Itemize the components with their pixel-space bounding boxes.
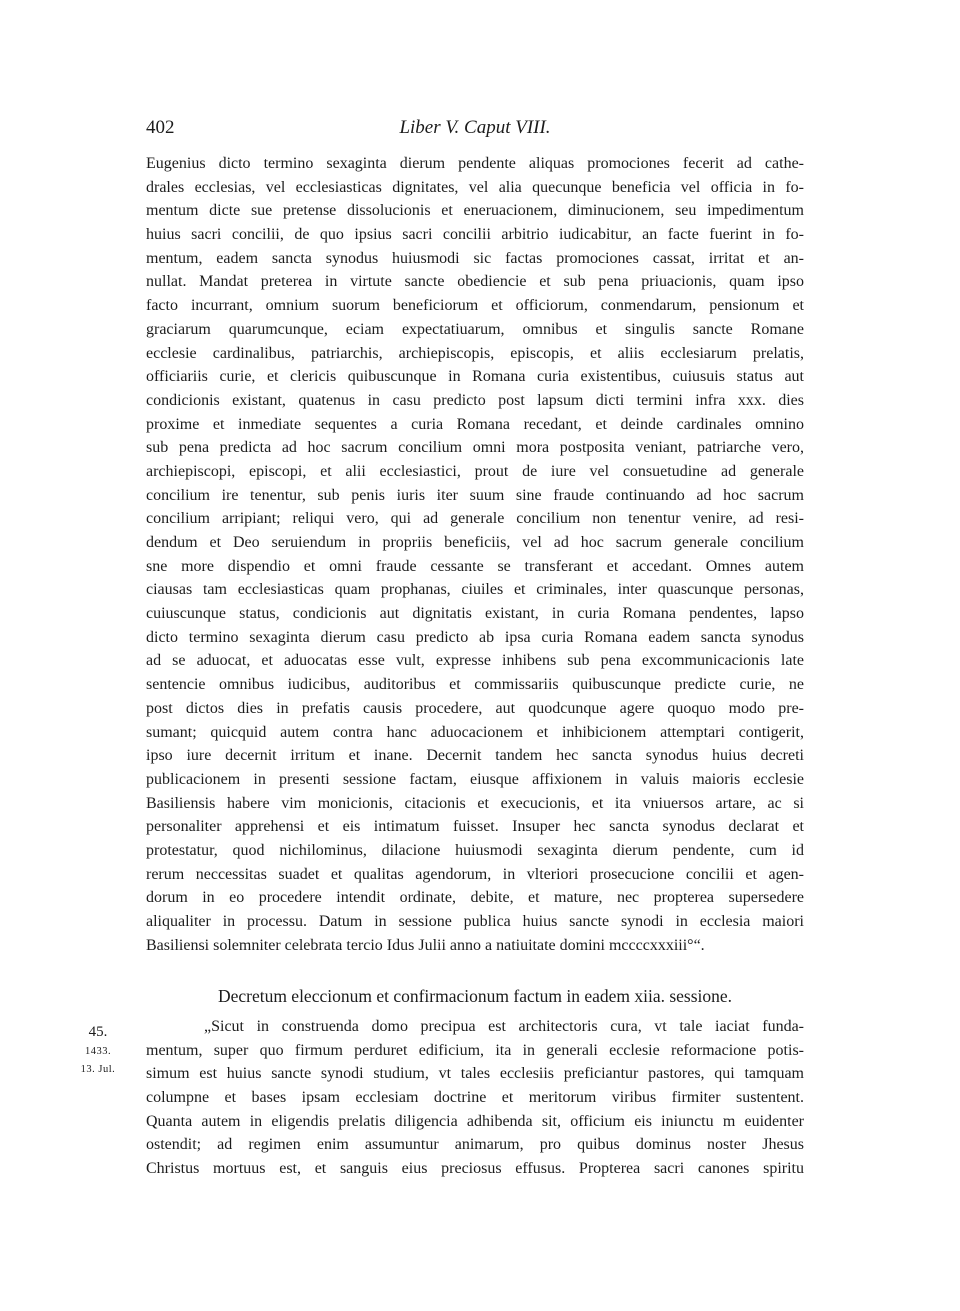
text-line: ad se aduocat, et aduocatas esse vult, expresse inhibens sub pena excommunicacionis late [146, 652, 804, 670]
running-head: Liber V. Caput VIII. [399, 117, 551, 138]
text-line: dendum et Deo seruiendum in propriis beneficiis, vel ad hoc sacrum generale concilium [146, 534, 804, 551]
margin-note-number: 45. [88, 1024, 108, 1040]
text-line: mentum, eadem sancta synodus huiusmodi sic factas promociones cassat, irritat et an- [146, 249, 804, 267]
text-line: concilium ire tenentur, sub penis iuris iter suum sine fraude continuando ad hoc sacrum [146, 486, 804, 504]
paragraph-election-decree [146, 1015, 804, 1181]
text-line: ipso iure decernit irritum et inane. Decernit tandem hec sancta synodus huius decreti [146, 747, 804, 765]
text-line: condicionis existant, quatenus in casu predicto post lapsum dicti termini infra xxx. dies [146, 391, 804, 409]
text-line: dorum in eo procedere intendit ordinate, debite, et mature, nec propterea supersedere [146, 889, 804, 907]
text-line: ostendit; ad regimen enim assumuntur animarum, pro quibus dominus noster Jhesus [146, 1136, 804, 1154]
text-line: huius sacri concilii, de quo ipsius sacri concilii arbitrio iudicabitur, an facte fuerint in fo- [146, 226, 804, 244]
text-line: cuiuscunque status, condicionis aut dignitatis existant, in curia Romana pendentes, lapso [146, 605, 804, 623]
text-line: Basiliensi solemniter celebrata tercio Idus Julii anno a natiuitate domini mccccxxxiii°“. [146, 936, 705, 954]
text-line: Christus mortuus est, et sanguis eius preciosus effusus. Propterea sacri canones spiritu [146, 1160, 804, 1178]
text-line: ecclesie cardinalibus, patriarchis, archiepiscopis, episcopis, et aliis ecclesiarum prelatis, [146, 344, 804, 362]
text-line: aliqualiter in processu. Datum in sessione publica huius sancte synodi in ecclesia maiori [146, 913, 804, 930]
text-line: simum est huius sancte synodi studium, vt tales ecclesiis preficiantur pastores, qui tamquam [146, 1065, 804, 1083]
page-number: 402 [146, 117, 175, 138]
text-line: sentencie omnibus iudicibus, auditoribus et commissariis quibuscunque predicte curie, ne [146, 676, 804, 694]
text-line: sub pena predicta ad hoc sacrum concilium omni mora postposita veniant, patriarche vero, [146, 439, 804, 457]
page-header [146, 117, 804, 145]
section-heading: Decretum eleccionum et confirmacionum factum in eadem xiia. sessione. [217, 986, 733, 1006]
text-line: mentum, super quo firmum perduret edificium, ita in generali ecclesie reformacione potis- [146, 1041, 804, 1059]
text-line: concilium arripiant; reliqui vero, qui ad generale concilium non tenentur venire, ad resi- [146, 510, 804, 528]
text-line: dicto termino sexaginta dierum casu predicto ab ipsa curia Romana eadem sancta synodus [146, 628, 804, 646]
text-line: publicacionem in presenti sessione factam, eiusque affixionem in valuis maioris ecclesie [146, 770, 804, 788]
text-line: proxime et inmediate sequentes a curia Romana recedant, et deinde cardinales omnino [146, 415, 804, 433]
text-line: columpne et bases ipsam ecclesiam doctrine et meritorum viribus firmiter sustentent. [146, 1089, 804, 1107]
margin-note-date: 13. Jul. [80, 1064, 116, 1075]
text-line: drales ecclesias, vel ecclesiasticas dignitates, vel alia quecunque beneficia vel officia in fo- [146, 178, 804, 196]
text-line: sumant; quicquid autem contra hanc aduocacionem et inhibicionem attemptari contigerit, [146, 723, 804, 741]
text-line: post dictos dies in prefatis causis procedere, aut quodcunque agere quoquo modo pre- [146, 699, 804, 717]
text-line: Basiliensis habere vim monicionis, citacionis et execucionis, et ita vniuersos artare, ac si [146, 794, 804, 812]
text-line: archiepiscopi, episcopi, et alii ecclesiastici, prout de iure vel consuetudine ad generale [146, 462, 804, 480]
margin-note [62, 1021, 134, 1079]
text-line: rerum neccessitas suadet et qualitas agendorum, in vlteriori prosecucione concilii et agen- [146, 865, 804, 883]
text-line: personaliter apprehensi et eis intimatum fuisset. Insuper hec sancta synodus declarat et [146, 818, 804, 836]
text-line: „Sicut in construenda domo precipua est architectoris cura, vt tale iaciat funda- [204, 1018, 804, 1035]
text-line: protestatur, quod nichilominus, dilacione huiusmodi sexaginta dierum pendente, cum id [146, 841, 804, 859]
text-line: Quanta autem in eligendis prelatis diligencia adhibenda sit, officium eis iniunctu m euidenter [146, 1112, 804, 1130]
text-line: sne more dispendio et omni fraude cessante se transferant et accedant. Omnes autem [146, 557, 804, 575]
text-line: mentum dicte sue pretense dissolucionis et eneruacionem, diminucionem, seu impedimentum [146, 202, 804, 220]
text-line: nullat. Mandat preterea in virtute sancte obediencie et sub pena priuacionis, quam ipso [146, 273, 804, 291]
text-line: graciarum quarumcunque, eciam expectatiuarum, omnibus et singulis sancte Romane [146, 320, 804, 338]
text-line: ciausas tam ecclesiasticas quam prophanas, ciuiles et criminales, inter quascunque personas, [146, 581, 804, 599]
margin-note-year: 1433. [84, 1046, 112, 1057]
text-line: officiariis curie, et clericis quibuscunque in Romana curia existentibus, cuiusuis status aut [146, 368, 804, 386]
text-line: facto incurrant, omnium suorum beneficiorum et officiorum, conmendarum, pensionum et [146, 297, 804, 315]
paragraph-decree-text [146, 152, 804, 957]
text-line: Eugenius dicto termino sexaginta dierum pendente aliquas promociones fecerit ad cathe- [146, 155, 804, 172]
